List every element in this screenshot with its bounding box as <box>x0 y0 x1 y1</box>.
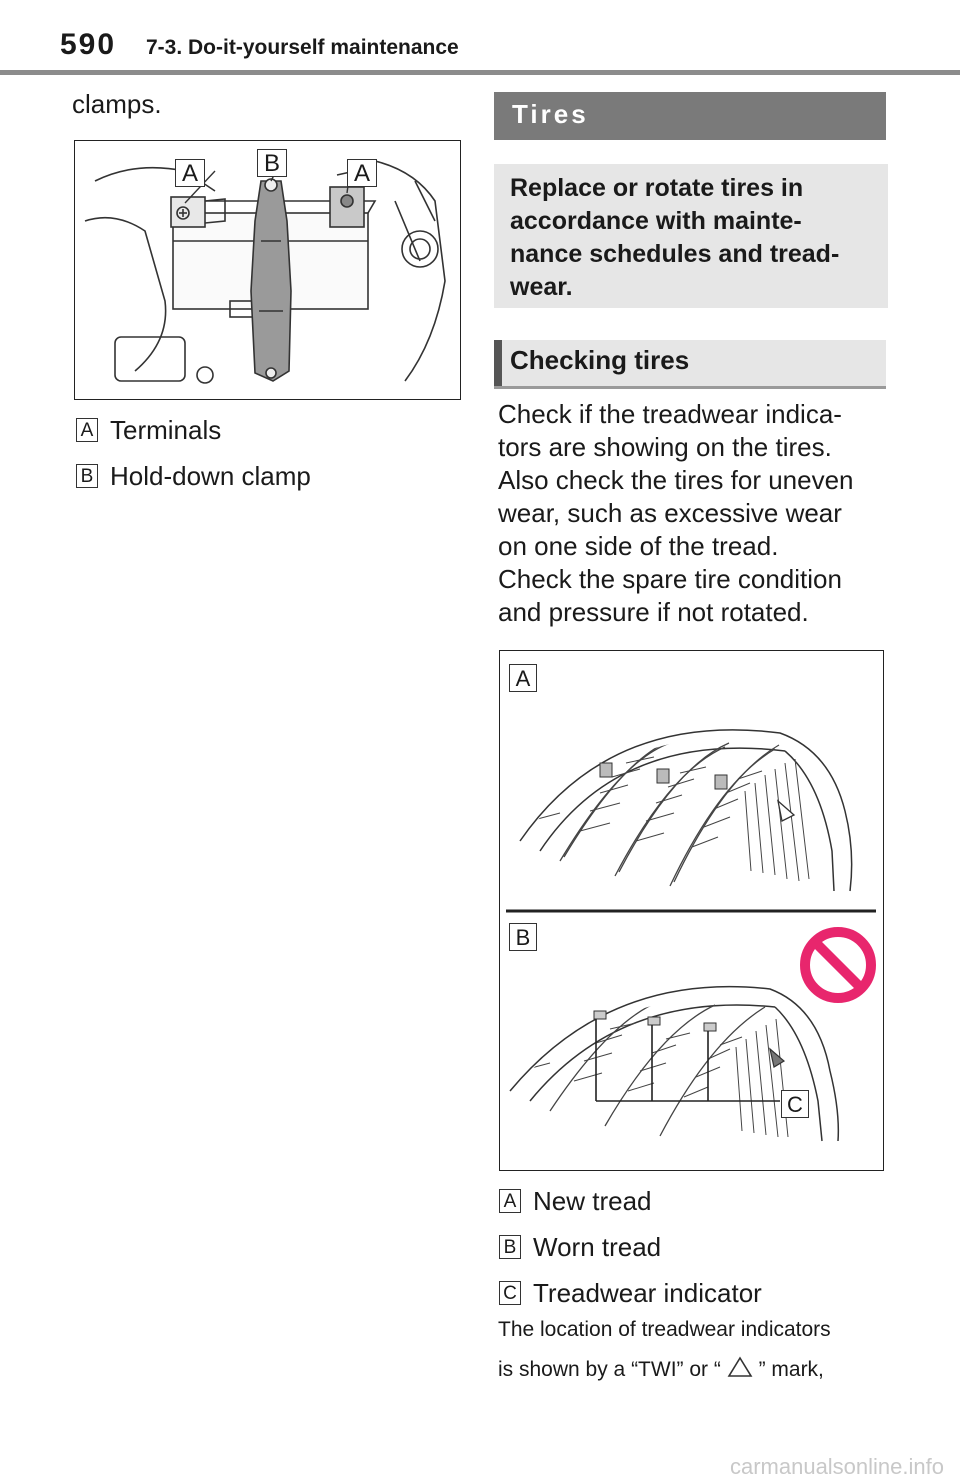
checking-tires-paragraph <box>498 398 898 629</box>
note-line-2 <box>498 1350 824 1390</box>
watermark: carmanualsonline.info <box>729 1454 944 1479</box>
legend-key-a: A <box>76 418 98 442</box>
notice-line: wear. <box>510 273 573 301</box>
note-before-mark: is shown by a “TWI” or “ <box>498 1358 721 1381</box>
legend-treadwear-indicator: Treadwear indicator <box>533 1278 762 1308</box>
legend-hold-down-clamp: Hold-down clamp <box>110 461 311 491</box>
notice-line: nance schedules and tread- <box>510 240 840 268</box>
legend-key-b: B <box>499 1235 521 1259</box>
header-rule <box>0 70 960 75</box>
paragraph-line: and pressure if not rotated. <box>498 597 809 627</box>
legend-worn-tread: Worn tread <box>533 1232 662 1262</box>
intro-text: clamps. <box>72 89 162 119</box>
note-line-1: The location of treadwear indicators <box>498 1318 831 1341</box>
figure-label-a-new: A <box>509 664 537 692</box>
figure-label-a-right: A <box>347 159 377 187</box>
figure-label-c-indicator: C <box>781 1090 809 1118</box>
tire-illustration <box>500 651 883 1170</box>
battery-figure <box>74 140 461 400</box>
legend-key-c: C <box>499 1281 521 1305</box>
paragraph-line: wear, such as excessive wear <box>498 498 842 528</box>
paragraph-line: Check the spare tire condition <box>498 564 842 594</box>
triangle-outline-icon <box>727 1356 753 1378</box>
note-after-mark: ” mark, <box>758 1358 824 1381</box>
legend-new-tread: New tread <box>533 1186 652 1216</box>
paragraph-line: tors are showing on the tires. <box>498 432 832 462</box>
figure-label-b: B <box>257 149 287 177</box>
tires-heading: Tires <box>494 92 886 140</box>
paragraph-line: Also check the tires for uneven <box>498 465 854 495</box>
legend-terminals: Terminals <box>110 415 222 445</box>
battery-illustration <box>75 141 460 399</box>
section-title: 7-3. Do-it-yourself maintenance <box>146 36 459 59</box>
tire-tread-figure <box>499 650 884 1171</box>
tires-notice <box>494 164 888 308</box>
paragraph-line: on one side of the tread. <box>498 531 779 561</box>
checking-tires-heading: Checking tires <box>494 340 886 388</box>
legend-key-b: B <box>76 464 98 488</box>
paragraph-line: Check if the treadwear indica- <box>498 399 842 429</box>
page-number: 590 <box>60 28 117 61</box>
notice-line: Replace or rotate tires in <box>510 174 804 202</box>
figure-label-a-left: A <box>175 159 205 187</box>
figure-label-b-worn: B <box>509 923 537 951</box>
prohibit-icon <box>798 925 878 1005</box>
subheading-rule <box>494 386 886 389</box>
notice-line: accordance with mainte- <box>510 207 802 235</box>
legend-key-a: A <box>499 1189 521 1213</box>
